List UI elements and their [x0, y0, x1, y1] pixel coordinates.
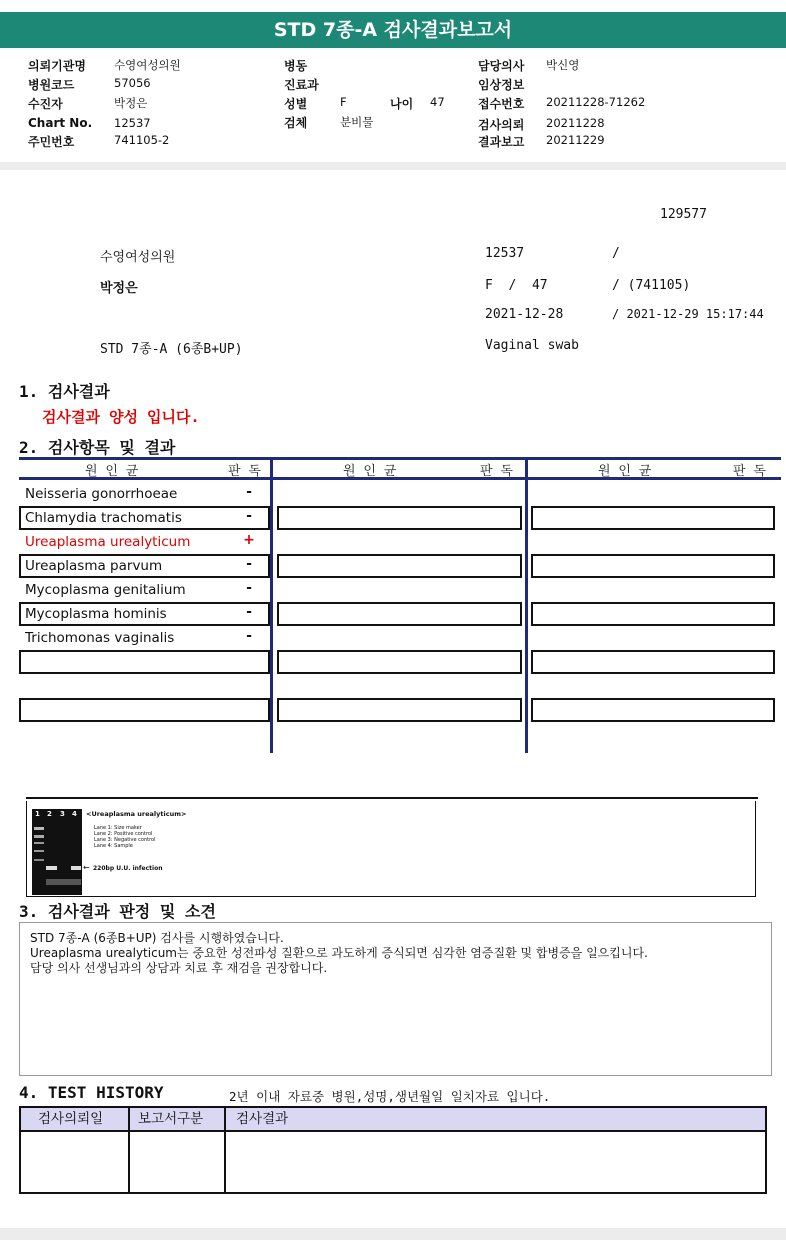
label-chart-no: Chart No. [28, 116, 93, 130]
history-col-type: 보고서구분 [138, 1111, 204, 1127]
label-age: 나이 [390, 97, 414, 111]
row-box [531, 602, 775, 626]
gel-figure [26, 797, 758, 899]
summary-birth: / (741105) [612, 278, 691, 293]
value-receipt-no: 20211228-71262 [546, 95, 646, 109]
marker-band [34, 827, 44, 830]
value-hospital-code: 57056 [114, 76, 151, 90]
summary-number: 129577 [660, 207, 707, 222]
col-result-2: 판 독 [480, 464, 513, 479]
marker-band [34, 859, 44, 861]
row-box [19, 698, 270, 722]
lane-label: 2 [47, 810, 52, 818]
gel-legend-1: Lane 1: Size maker [94, 825, 142, 831]
gel-legend-4: Lane 4: Sample [94, 843, 133, 849]
history-divider-1 [128, 1108, 130, 1192]
col-result-3: 판 독 [733, 464, 766, 479]
footer-band [0, 1228, 786, 1240]
gel-legend-3: Lane 3: Negative control [94, 837, 156, 843]
row-box [277, 554, 522, 578]
value-request-date: 20211228 [546, 116, 605, 130]
col-pathogen-1: 원 인 균 [85, 464, 139, 479]
summary-test-name: STD 7종-A (6종B+UP) [100, 342, 243, 357]
history-table [19, 1106, 767, 1194]
pathogen-result: - [246, 484, 252, 500]
gel-title: <Ureaplasma urealyticum> [86, 810, 187, 818]
pathogen-name-positive: Ureaplasma urealyticum [25, 534, 191, 550]
section3-title: 3. 검사결과 판정 및 소견 [19, 902, 216, 921]
value-sex: F [340, 95, 347, 109]
col-result-1: 판 독 [228, 464, 261, 479]
table-divider-2 [525, 457, 528, 753]
report-title: STD 7종-A 검사결과보고서 [0, 12, 786, 48]
label-doctor: 담당의사 [478, 59, 525, 73]
pathogen-table [0, 455, 786, 755]
arrow-icon: ← [83, 863, 90, 872]
label-clinical-info: 임상정보 [478, 78, 525, 92]
primer-band [46, 879, 81, 885]
value-age: 47 [430, 95, 445, 109]
value-doctor: 박신영 [546, 58, 580, 72]
summary-specimen: Vaginal swab [485, 338, 579, 353]
pathogen-name: Ureaplasma parvum [25, 558, 163, 574]
marker-band [34, 842, 44, 844]
lane-label: 3 [60, 810, 65, 818]
opinion-line-2: Ureaplasma urealyticum는 중요한 성전파성 질환으로 과도하게 증식되면 심각한 염증질환 및 합병증을 일으킵니다. [30, 946, 648, 960]
label-resident-no: 주민번호 [28, 135, 75, 149]
value-patient: 박정은 [114, 96, 148, 110]
label-sex: 성별 [284, 97, 308, 111]
pathogen-name: Neisseria gonorrhoeae [25, 486, 178, 502]
value-resident-no: 741105-2 [114, 133, 170, 147]
label-ward: 병동 [284, 59, 308, 73]
history-col-date: 검사의뢰일 [38, 1111, 104, 1127]
row-box [19, 650, 270, 674]
section4-title: 4. TEST HISTORY [19, 1083, 164, 1102]
row-box [531, 554, 775, 578]
pathogen-result: - [246, 556, 252, 572]
lane-label: 4 [72, 810, 77, 818]
header-info [0, 54, 786, 154]
pathogen-name: Mycoplasma genitalium [25, 582, 186, 598]
label-request-date: 검사의뢰 [478, 118, 525, 132]
lane-label: 1 [35, 810, 40, 818]
summary-date-received: 2021-12-28 [485, 307, 564, 322]
history-header [21, 1108, 765, 1132]
pathogen-result: - [246, 604, 252, 620]
label-hospital-code: 병원코드 [28, 78, 75, 92]
pathogen-result: - [246, 628, 252, 644]
history-divider-2 [224, 1108, 226, 1192]
marker-band [34, 850, 44, 852]
row-box [531, 650, 775, 674]
history-col-result: 검사결과 [236, 1111, 289, 1127]
marker-band [34, 835, 44, 838]
summary-patient: 박정은 [100, 281, 138, 296]
section1-result: 검사결과 양성 입니다. [42, 408, 200, 426]
opinion-box [19, 922, 772, 1076]
label-report-date: 결과보고 [478, 135, 525, 149]
sample-band [71, 866, 81, 870]
row-box [277, 650, 522, 674]
section1-title: 1. 검사결과 [19, 382, 110, 401]
opinion-line-3: 담당 의사 선생님과의 상담과 치료 후 재검을 권장합니다. [30, 961, 328, 975]
col-pathogen-3: 원 인 균 [598, 464, 652, 479]
table-divider-1 [270, 457, 273, 753]
gel-legend-2: Lane 2: Positive control [94, 831, 153, 837]
label-specimen: 검체 [284, 116, 308, 130]
history-note: 2년 이내 자료중 병원,성명,생년월일 일치자료 입니다. [229, 1089, 551, 1104]
row-box [277, 506, 522, 530]
row-box [531, 506, 775, 530]
header-separator [0, 162, 786, 170]
pathogen-result: - [246, 508, 252, 524]
opinion-line-1: STD 7종-A (6종B+UP) 검사를 시행하였습니다. [30, 931, 284, 945]
row-box [277, 698, 522, 722]
row-box [531, 698, 775, 722]
label-patient: 수진자 [28, 97, 63, 111]
gel-band-label: 220bp U.U. infection [93, 865, 163, 872]
summary-date-reported: / 2021-12-29 15:17:44 [612, 307, 764, 321]
summary-chart-no: 12537 [485, 246, 525, 261]
pathogen-result: - [246, 580, 252, 596]
gel-image [32, 809, 82, 895]
value-chart-no: 12537 [114, 116, 151, 130]
row-box [277, 602, 522, 626]
summary-hospital: 수영여성의원 [100, 250, 176, 265]
pathogen-name: Chlamydia trachomatis [25, 510, 182, 526]
pathogen-name: Trichomonas vaginalis [25, 630, 175, 646]
sample-band [46, 866, 57, 870]
pathogen-result-positive: + [243, 532, 255, 548]
pathogen-name: Mycoplasma hominis [25, 606, 167, 622]
label-receipt-no: 접수번호 [478, 97, 525, 111]
label-hospital: 의뢰기관명 [28, 59, 86, 73]
summary-slash: / [612, 246, 620, 261]
col-pathogen-2: 원 인 균 [343, 464, 397, 479]
value-hospital: 수영여성의원 [114, 58, 181, 72]
summary-sex-age: F / 47 [485, 278, 548, 293]
value-report-date: 20211229 [546, 133, 605, 147]
section2-title: 2. 검사항목 및 결과 [19, 438, 176, 457]
value-specimen: 분비물 [340, 115, 374, 129]
label-department: 진료과 [284, 78, 319, 92]
